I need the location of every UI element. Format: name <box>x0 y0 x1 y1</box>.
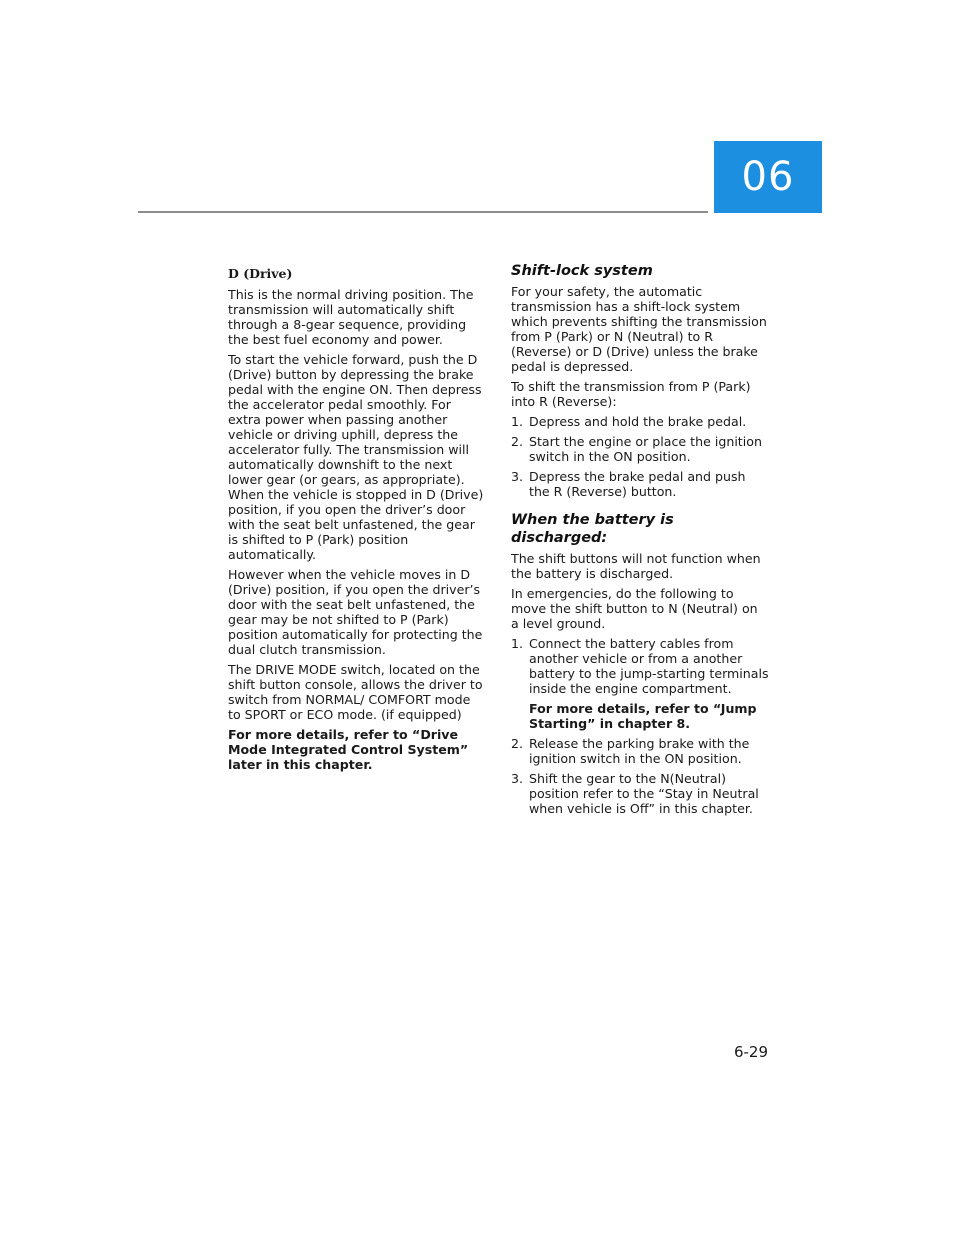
right-column <box>511 262 769 821</box>
list-item <box>511 771 769 816</box>
step-number: 3. <box>511 771 524 786</box>
battery-steps <box>511 636 769 816</box>
drive-heading: D (Drive) <box>228 266 293 281</box>
step-number: 2. <box>511 434 524 449</box>
drive-paragraph-1: This is the normal driving position. The transmission will automatically shift through a 8-gear sequence, providing the best fuel economy and power. <box>228 287 474 347</box>
jump-starting-note: For more details, refer to “Jump Starting” in chapter 8. <box>529 701 757 731</box>
step-number: 3. <box>511 469 524 484</box>
header-rule <box>138 211 708 213</box>
list-item <box>511 434 769 464</box>
shiftlock-paragraph-1: For your safety, the automatic transmission has a shift-lock system which prevents shifting the transmission from P (Park) or N (Neutral) to R (Reverse) or D (Drive) unless the brake pedal is depressed. <box>511 284 767 374</box>
step-number: 2. <box>511 736 524 751</box>
step-text: Release the parking brake with the ignition switch in the ON position. <box>529 736 750 766</box>
left-column <box>228 262 486 777</box>
step-number: 1. <box>511 636 524 651</box>
drive-paragraph-3: However when the vehicle moves in D (Drive) position, if you open the driver’s door with the seat belt unfastened, the gear may be not shifted to P (Park) position automatically for protecting the dual clutch transmission. <box>228 567 483 657</box>
step-text: Start the engine or place the ignition switch in the ON position. <box>529 434 762 464</box>
drive-paragraph-4: The DRIVE MODE switch, located on the shift button console, allows the driver to switch from NORMAL/ COMFORT mode to SPORT or ECO mode. (if equipped) <box>228 662 483 722</box>
step-text: Shift the gear to the N(Neutral) position refer to the “Stay in Neutral when vehicle is Off” in this chapter. <box>529 771 759 816</box>
shiftlock-heading: Shift-lock system <box>511 263 653 279</box>
chapter-tab <box>714 141 822 213</box>
list-item <box>511 636 769 731</box>
page-number: 6-29 <box>733 1043 768 1061</box>
battery-paragraph-2: In emergencies, do the following to move the shift button to N (Neutral) on a level ground. <box>511 586 758 631</box>
step-text: Depress and hold the brake pedal. <box>529 414 747 429</box>
step-number: 1. <box>511 414 524 429</box>
chapter-number: 06 <box>741 154 795 200</box>
drive-paragraph-2: To start the vehicle forward, push the D (Drive) button by depressing the brake pedal with the engine ON. Then depress the accelerator pedal smoothly. For extra power when passing another vehicle or driving uphill, depress the accelerator fully. The transmission will automatically downshift to the next lower gear (or gears, as appropriate). When the vehicle is stopped in D (Drive) position, if you open the driver’s door with the seat belt unfastened, the gear is shifted to P (Park) position automatically. <box>228 352 484 562</box>
battery-heading: When the battery is discharged: <box>511 512 674 546</box>
shiftlock-steps <box>511 414 769 499</box>
list-item <box>511 469 769 499</box>
list-item <box>511 414 769 429</box>
step-text: Connect the battery cables from another vehicle or from a another battery to the jump-starting terminals inside the engine compartment. <box>529 636 769 696</box>
list-item <box>511 736 769 766</box>
battery-paragraph-1: The shift buttons will not function when the battery is discharged. <box>511 551 761 581</box>
drive-reference-note: For more details, refer to “Drive Mode Integrated Control System” later in this chapter. <box>228 727 469 772</box>
step-text: Depress the brake pedal and push the R (Reverse) button. <box>529 469 746 499</box>
shiftlock-paragraph-2: To shift the transmission from P (Park) into R (Reverse): <box>511 379 751 409</box>
